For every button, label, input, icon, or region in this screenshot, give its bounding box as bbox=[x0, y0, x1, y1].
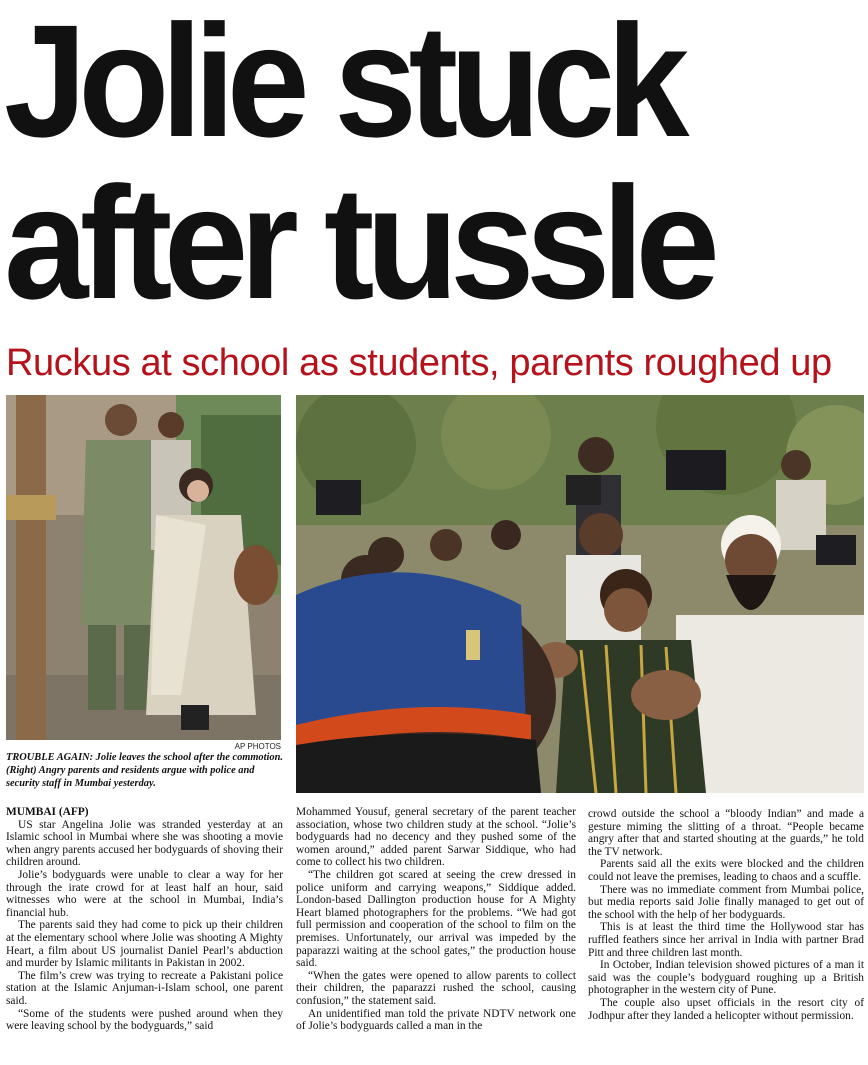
paragraph: The film’s crew was trying to recreate a Pakistani police station at the Islamic Anjuman-i-Islam school, one parent said. bbox=[6, 969, 283, 1007]
photo-credit: AP PHOTOS bbox=[234, 742, 281, 751]
paragraph: Mohammed Yousuf, general secretary of the parent teacher association, whose two children study at the school. “Jolie’s bodyguards had no decency and they pushed some of the women around,” added parent Sarwar Siddique, who had come to collect his two children. bbox=[296, 806, 576, 869]
paragraph: An unidentified man told the private NDTV network one of Jolie’s bodyguards called a man in the bbox=[296, 1007, 576, 1033]
paragraph: Jolie’s bodyguards were unable to clear a way for her through the irate crowd for at least half an hour, said witnesses who were at the school in Mumbai, India’s financial hub. bbox=[6, 868, 283, 919]
jolie-photo-illustration bbox=[6, 395, 281, 740]
paragraph: “Some of the students were pushed around when they were leaving school by the bodyguards,” said bbox=[6, 1007, 283, 1033]
article-column-2 bbox=[296, 806, 576, 1064]
paragraph: The parents said they had come to pick up their children at the elementary school where Jolie was shooting A Mighty Heart, a film about US journalist Daniel Pearl’s abduction and murder by Islamic militants in Pakistan in 2002. bbox=[6, 919, 283, 970]
paragraph: “When the gates were opened to allow parents to collect their children, the paparazzi rushed the school, causing confusion,” the statement said. bbox=[296, 969, 576, 1007]
jolie-leaving-school-photo bbox=[6, 395, 281, 740]
headline bbox=[4, 0, 804, 332]
photo-caption: TROUBLE AGAIN: Jolie leaves the school after the commotion. (Right) Angry parents and residents argue with police and security staff in Mumbai yesterday. bbox=[6, 752, 283, 789]
paragraph: There was no immediate comment from Mumbai police, but media reports said Jolie finally managed to get out of the school with the help of her bodyguards. bbox=[588, 883, 864, 921]
paragraph: crowd outside the school a “bloody Indian” and made a gesture miming the slitting of a throat. “People became angry after that and started shouting at the guards,” he told the TV network. bbox=[588, 808, 864, 858]
paragraph: The couple also upset officials in the resort city of Jodhpur after they landed a helicopter without permission. bbox=[588, 996, 864, 1022]
subheadline: Ruckus at school as students, parents roughed up bbox=[6, 342, 832, 384]
article-column-3 bbox=[588, 808, 864, 1065]
dateline: MUMBAI (AFP) bbox=[6, 806, 89, 818]
crowd-photo-illustration bbox=[296, 395, 864, 793]
headline-line-2: after tussle bbox=[4, 153, 712, 332]
headline-line-1: Jolie stuck bbox=[4, 0, 682, 170]
paragraph: This is at least the third time the Hollywood star has ruffled feathers since her arrival in India with partner Brad Pitt and three children last month. bbox=[588, 921, 864, 959]
paragraph: Parents said all the exits were blocked and the children could not leave the premises, leading to chaos and a scuffle. bbox=[588, 858, 864, 883]
paragraph: US star Angelina Jolie was stranded yesterday at an Islamic school in Mumbai where she was shooting a movie when angry parents accused her bodyguards of shoving their children around. bbox=[6, 818, 283, 869]
paragraph: In October, Indian television showed pictures of a man it said was the couple’s bodyguard roughing up a British photographer in the western city of Pune. bbox=[588, 959, 864, 997]
angry-parents-crowd-photo bbox=[296, 395, 864, 793]
paragraph: “The children got scared at seeing the crew dressed in police uniform and carrying weapons,” Siddique added. London-based Dallington production house for A Mighty Heart blamed photographers for the problems. “We had got full permission and cooperation of the school to film on the premises. Unfortunately, our arrival was impeded by the paparazzi waiting at the school gates,” the production house said. bbox=[296, 868, 576, 970]
article-column-1 bbox=[6, 806, 283, 1064]
